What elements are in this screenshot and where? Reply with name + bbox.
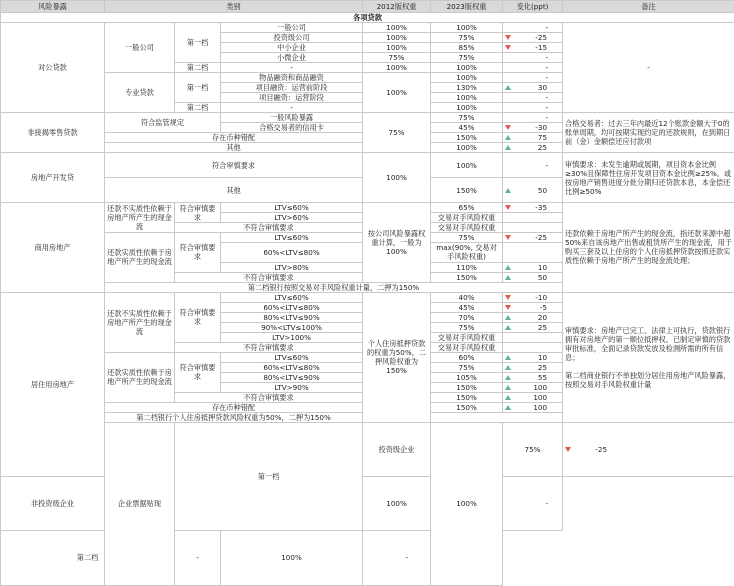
change-cell <box>503 123 563 133</box>
w23-cell: 130% <box>431 83 503 93</box>
change-value: 25 <box>525 363 547 372</box>
up-arrow-icon <box>505 405 511 410</box>
w23-cell: 75% <box>431 113 503 123</box>
change-value: -25 <box>525 233 547 242</box>
header-category: 类别 <box>105 1 363 13</box>
prudent-label: 符合审慎要求 <box>175 233 221 273</box>
row-label: LTV>60% <box>221 213 363 223</box>
w23-cell: 75% <box>503 422 563 476</box>
tier1-label: 第一档 <box>175 422 363 531</box>
w23-cell: 150% <box>431 178 503 203</box>
change-cell <box>503 322 563 332</box>
w23-cell: 40% <box>431 292 503 302</box>
w23-cell: 100% <box>431 153 503 178</box>
w23-cell: 100% <box>431 143 503 153</box>
residential-note-2: 第二档商业银行不单独划分居住用房地产风险暴露，按照交易对手风险权重计量 <box>565 371 732 389</box>
row-label: 一般公司 <box>221 23 363 33</box>
row-label: 物品融资和商品融资 <box>221 73 363 83</box>
bill-label: 企业票据贴现 <box>105 422 175 585</box>
change-cell <box>503 352 563 362</box>
w23-cell: 75% <box>431 53 503 63</box>
change-value: -15 <box>525 43 547 52</box>
retail-qualify-label: 符合监管规定 <box>105 113 221 133</box>
tier1-label: 第一档 <box>175 23 221 63</box>
change-value: 100 <box>525 403 547 412</box>
w12-cell: 个人住房抵押贷款的权重为50%，二押风险权重为150% <box>363 292 431 422</box>
change-value: - <box>526 103 548 112</box>
change-cell <box>503 203 563 213</box>
change-cell <box>503 178 563 203</box>
corporate-note: - <box>563 23 734 113</box>
row-label: 其他 <box>105 143 363 153</box>
row-label: 其他 <box>105 178 363 203</box>
change-value: -5 <box>525 303 547 312</box>
change-cell <box>503 213 563 223</box>
change-cell <box>503 402 563 412</box>
up-arrow-icon <box>505 315 511 320</box>
row-label: 符合审慎要求 <box>105 153 363 178</box>
residential-note <box>563 292 734 422</box>
commercial-tier2-text: 第二档银行按照交易对手风险权重计量，二押为150% <box>105 282 563 292</box>
up-arrow-icon <box>505 135 511 140</box>
down-arrow-icon <box>505 235 511 240</box>
w23-cell: 交易对手风险权重 <box>431 332 503 342</box>
change-cell <box>503 332 563 342</box>
section-title: 各项贷款 <box>1 13 734 23</box>
row-label: 一般风险暴露 <box>221 113 363 123</box>
w23-cell: 150% <box>431 392 503 402</box>
w23-cell: 105% <box>431 372 503 382</box>
realestate-dev-label: 房地产开发贷 <box>1 153 105 203</box>
dependence-label: 还款实质性依赖于房地产所产生的现金流 <box>105 352 175 402</box>
change-value: - <box>526 23 548 32</box>
row-label: LTV>90% <box>221 382 363 392</box>
w23-cell: 150% <box>431 382 503 392</box>
w23-cell: 100% <box>221 531 363 585</box>
change-value: - <box>526 113 548 122</box>
change-value: 30 <box>525 83 547 92</box>
up-arrow-icon <box>505 275 511 280</box>
residential-label: 居住用房地产 <box>1 292 105 476</box>
row-label: 非投资级企业 <box>1 476 105 530</box>
change-cell <box>503 43 563 53</box>
change-cell <box>503 143 563 153</box>
row-label: 80%<LTV≤90% <box>221 312 363 322</box>
w23-cell: 65% <box>431 203 503 213</box>
residential-tier2-text: 第二档银行个人住房抵押贷款风险权重为50%，二押为150% <box>105 412 363 422</box>
change-value: 25 <box>525 143 547 152</box>
change-value: -25 <box>525 33 547 42</box>
change-value: 50 <box>525 273 547 282</box>
down-arrow-icon <box>505 305 511 310</box>
w12-cell: 100% <box>363 63 431 73</box>
row-label: LTV>80% <box>221 262 363 272</box>
w23-cell: 110% <box>431 262 503 272</box>
tier1-label: 第一档 <box>175 73 221 103</box>
change-cell <box>503 243 563 263</box>
w12-cell: 75% <box>363 113 431 153</box>
change-cell <box>503 312 563 322</box>
row-label: LTV≤60% <box>221 292 363 302</box>
change-cell <box>503 302 563 312</box>
tier2-label: 第二档 <box>175 103 221 113</box>
header-exposure: 风险暴露 <box>1 1 105 13</box>
w23-cell: 交易对手风险权重 <box>431 223 503 233</box>
not-prudent-label: 不符合审慎要求 <box>175 223 363 233</box>
row-label: 60%<LTV≤80% <box>221 302 363 312</box>
down-arrow-icon <box>505 35 511 40</box>
general-corp-label: 一般公司 <box>105 23 175 73</box>
up-arrow-icon <box>505 85 511 90</box>
w23-cell: 60% <box>431 352 503 362</box>
row-label: LTV>100% <box>221 332 363 342</box>
not-prudent-label: 不符合审慎要求 <box>175 392 363 402</box>
row-label: 小微企业 <box>221 53 363 63</box>
row-label: 投资级企业 <box>363 422 431 476</box>
prudent-label: 符合审慎要求 <box>175 292 221 342</box>
change-cell <box>503 103 563 113</box>
change-cell <box>503 153 563 178</box>
w23-cell: 75% <box>431 322 503 332</box>
change-cell <box>503 272 563 282</box>
change-value: -30 <box>525 123 547 132</box>
change-cell <box>503 23 563 33</box>
w23-cell: 100% <box>431 23 503 33</box>
no-dependence-label: 还款不实质性依赖于房地产所产生的现金流 <box>105 292 175 352</box>
w23-cell: 100% <box>431 73 503 83</box>
w23-cell: 45% <box>431 302 503 312</box>
row-label: 项目融资：运营前阶段 <box>221 83 363 93</box>
row-label: 中小企业 <box>221 43 363 53</box>
up-arrow-icon <box>505 325 511 330</box>
change-value: 25 <box>525 323 547 332</box>
w23-cell: 75% <box>431 233 503 243</box>
w23-cell: 70% <box>431 312 503 322</box>
change-value: - <box>526 161 548 170</box>
change-cell <box>503 292 563 302</box>
change-value: -25 <box>585 445 607 454</box>
w23-cell: 交易对手风险权重 <box>431 213 503 223</box>
header-note: 备注 <box>563 1 734 13</box>
tier2-label: 第二档 <box>175 63 221 73</box>
change-value: 100 <box>525 383 547 392</box>
up-arrow-icon <box>505 265 511 270</box>
up-arrow-icon <box>505 375 511 380</box>
commercial-label: 商用房地产 <box>1 203 105 293</box>
w23-cell: max(90%, 交易对手风险权重) <box>431 243 503 263</box>
change-value: 55 <box>525 373 547 382</box>
change-value: -35 <box>525 203 547 212</box>
retail-note: 合格交易者：过去三年内最近12个账款金额大于0的账单周期，均可按期实现约定的还款规则，在到期日前（金）金额偿还应付款项 <box>563 113 734 153</box>
row-label: 60%<LTV≤80% <box>221 243 363 263</box>
change-cell <box>503 63 563 73</box>
row-label: 90%<LTV≤100% <box>221 322 363 332</box>
up-arrow-icon <box>505 365 511 370</box>
change-value: 50 <box>525 186 547 195</box>
not-prudent-label: 不符合审慎要求 <box>175 272 363 282</box>
prudent-label: 符合审慎要求 <box>175 203 221 223</box>
w12-cell: 100% <box>363 23 431 33</box>
w23-cell: 100% <box>363 476 431 530</box>
w12-cell: 100% <box>363 73 431 113</box>
header-2023-weight: 2023版权重 <box>431 1 503 13</box>
special-loan-label: 专业贷款 <box>105 73 175 113</box>
w12-cell: 按公司风险暴露权重计算，一般为100% <box>363 203 431 283</box>
w12-cell: 75% <box>363 53 431 63</box>
row-label: 存在币种错配 <box>105 133 363 143</box>
realestate-dev-note: 审慎要求：未发生逾期或展期，项目资本金比例≥30%且保障性住房开发项目资本金比例≥25%，或按房地产销售进度分批分期归还贷款本息，本金偿还比例≥50% <box>563 153 734 203</box>
change-cell <box>503 362 563 372</box>
header-row <box>1 1 734 13</box>
change-cell <box>503 53 563 63</box>
change-value: - <box>526 63 548 72</box>
row-label: LTV≤60% <box>221 203 363 213</box>
w23-cell: 100% <box>431 63 503 73</box>
change-value: 20 <box>525 313 547 322</box>
not-prudent-label: 不符合审慎要求 <box>175 342 363 352</box>
change-cell <box>503 113 563 123</box>
row-label: 项目融资：运营阶段 <box>221 93 363 103</box>
change-cell <box>563 422 734 476</box>
change-value: 100 <box>525 393 547 402</box>
down-arrow-icon <box>505 45 511 50</box>
change-cell <box>503 392 563 402</box>
down-arrow-icon <box>565 447 571 452</box>
up-arrow-icon <box>505 145 511 150</box>
w23-cell: 100% <box>431 93 503 103</box>
change-cell <box>503 262 563 272</box>
change-value: - <box>526 93 548 102</box>
down-arrow-icon <box>505 205 511 210</box>
no-dependence-label: 还款不实质性依赖于房地产所产生的现金流 <box>105 203 175 233</box>
residential-note-1: 审慎要求：房地产已完工、法律上可执行，贷款银行拥有对房地产的第一顺位抵押权、已制定审慎的贷款审批标准，全面记录贷款发放及检测所需的所有信息； <box>565 326 732 362</box>
row-label: 60%<LTV≤80% <box>221 362 363 372</box>
row-label: LTV≤60% <box>221 352 363 362</box>
w23-cell: 45% <box>431 123 503 133</box>
change-value: 75 <box>525 133 547 142</box>
change-cell <box>503 342 563 352</box>
down-arrow-icon <box>505 295 511 300</box>
w23-cell: 100% <box>431 103 503 113</box>
change-value: - <box>386 553 408 562</box>
row-label: 投资级公司 <box>221 33 363 43</box>
change-cell <box>503 33 563 43</box>
row-label: - <box>175 531 221 585</box>
change-cell <box>503 133 563 143</box>
w12-cell: 100% <box>431 422 503 585</box>
row-label: 存在币种错配 <box>105 402 363 412</box>
w23-cell: 75% <box>431 362 503 372</box>
w23-cell: 85% <box>431 43 503 53</box>
change-cell <box>503 382 563 392</box>
up-arrow-icon <box>505 188 511 193</box>
change-value: - <box>526 73 548 82</box>
header-2012-weight: 2012版权重 <box>363 1 431 13</box>
down-arrow-icon <box>505 125 511 130</box>
change-value: - <box>526 53 548 62</box>
commercial-note: 还款依赖于房地产所产生的现金流，指还款来源中超50%来自该房地产出售或租赁所产生的现金流，用于购买三套及以上住房的个人住房抵押贷款按照还款实质性依赖于房地产所产生的现金流处理； <box>563 203 734 293</box>
change-cell <box>503 83 563 93</box>
change-cell <box>363 531 431 585</box>
w12-cell: 100% <box>363 43 431 53</box>
w23-cell: 150% <box>431 272 503 282</box>
change-cell <box>503 233 563 243</box>
change-value: 10 <box>525 353 547 362</box>
row-label: - <box>221 63 363 73</box>
tier2-label: 第二档 <box>1 531 175 585</box>
change-cell <box>503 476 563 530</box>
change-cell <box>503 93 563 103</box>
w12-cell: 100% <box>363 33 431 43</box>
change-value: -10 <box>525 293 547 302</box>
row-label: LTV≤60% <box>221 233 363 243</box>
up-arrow-icon <box>505 355 511 360</box>
row-label: - <box>221 103 363 113</box>
up-arrow-icon <box>505 395 511 400</box>
w23-cell: 150% <box>431 402 503 412</box>
change-cell <box>503 372 563 382</box>
w23-cell: 75% <box>431 33 503 43</box>
row-label: 80%<LTV≤90% <box>221 372 363 382</box>
change-cell <box>503 73 563 83</box>
change-value: 10 <box>525 263 547 272</box>
w12-cell: 100% <box>363 153 431 203</box>
corporate-label: 对公贷款 <box>1 23 105 113</box>
retail-label: 非接揭零售贷款 <box>1 113 105 153</box>
change-value: - <box>526 499 548 508</box>
change-cell <box>503 223 563 233</box>
row-label: 合格交易者的信用卡 <box>221 123 363 133</box>
header-change: 变化(ppt) <box>503 1 563 13</box>
up-arrow-icon <box>505 385 511 390</box>
dependence-label: 还款实质性依赖于房地产所产生的现金流 <box>105 233 175 283</box>
w23-cell: 150% <box>431 133 503 143</box>
prudent-label: 符合审慎要求 <box>175 352 221 392</box>
w23-cell: 交易对手风险权重 <box>431 342 503 352</box>
